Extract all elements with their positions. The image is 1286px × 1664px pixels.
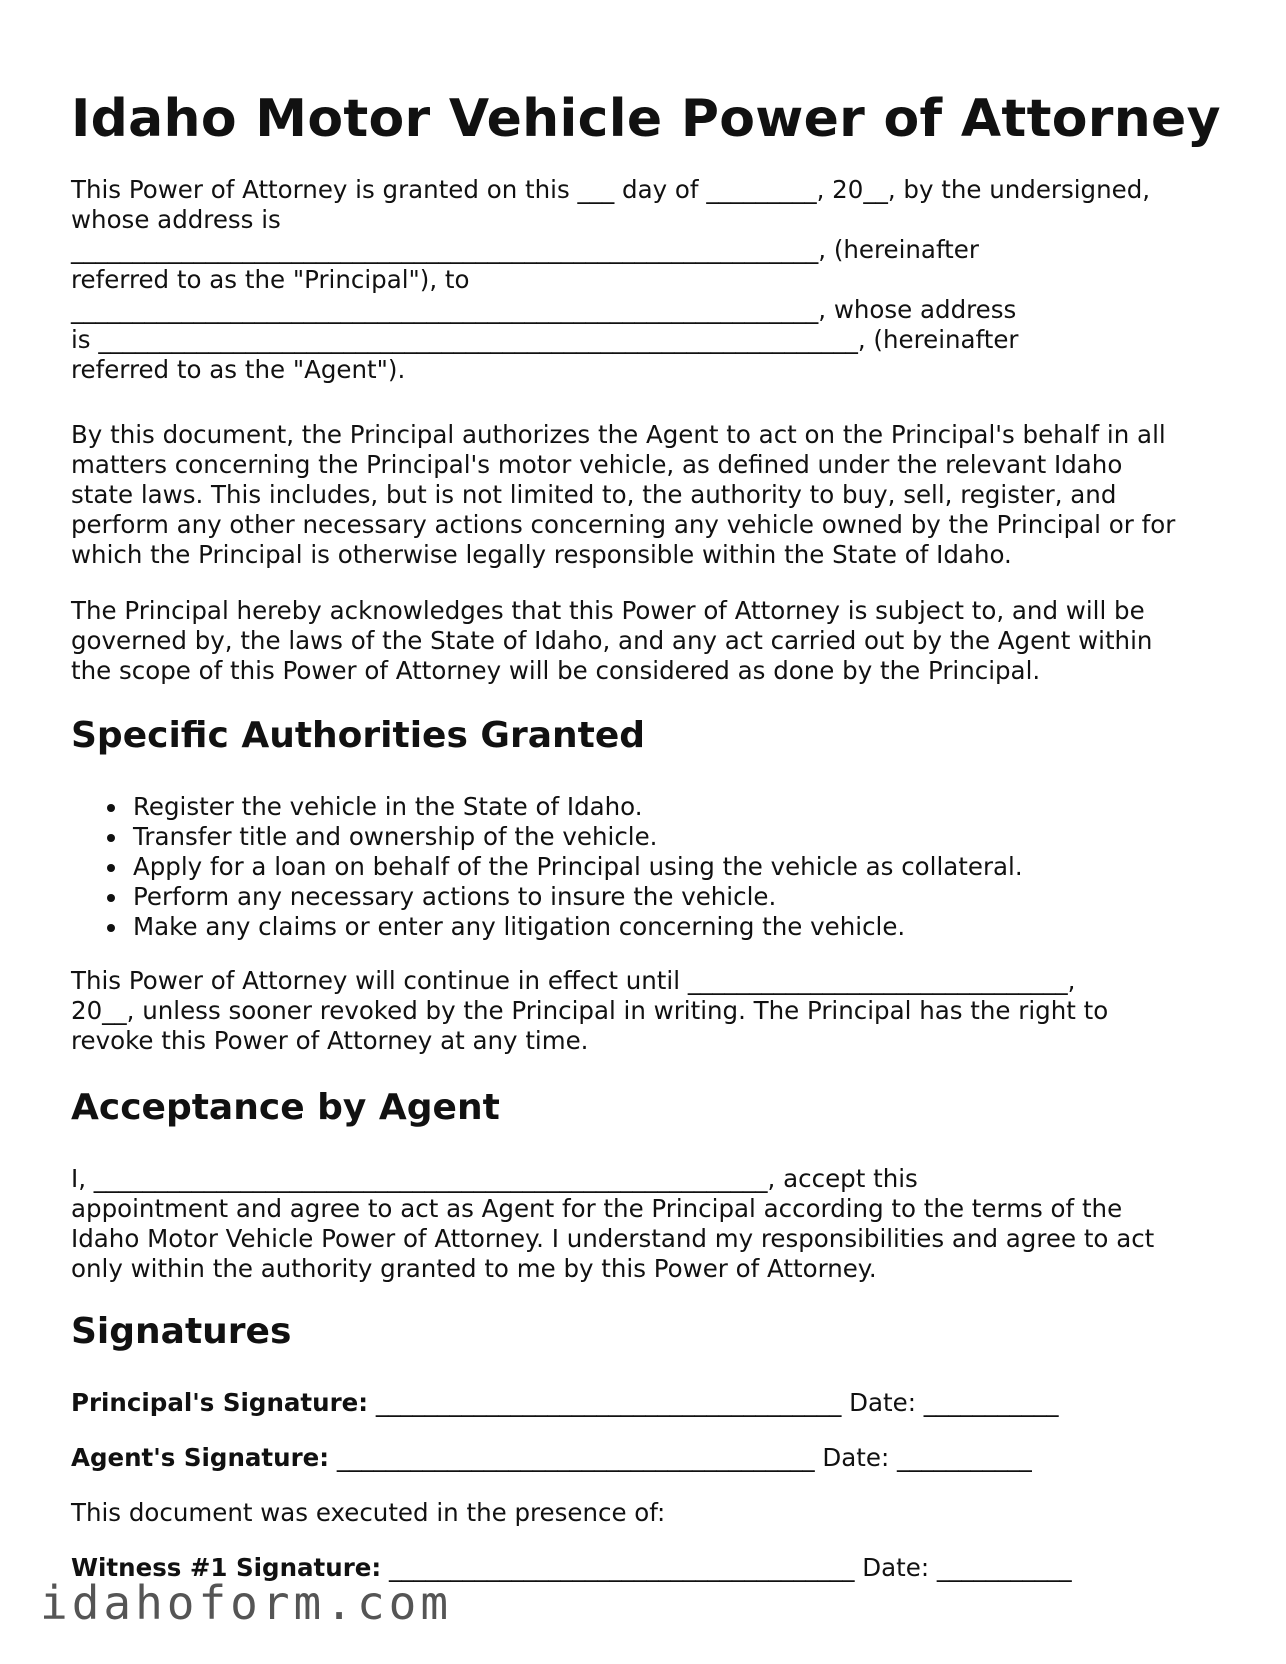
acknowledgement-line: the scope of this Power of Attorney will be considered as done by the Principal.: [71, 656, 1041, 685]
authorization-line: matters concerning the Principal's motor vehicle, as defined under the relevant Idaho: [71, 450, 1123, 479]
list-item: Register the vehicle in the State of Idaho.: [71, 792, 1023, 822]
intro-line: _____________________________________________________________, (hereinafter: [71, 235, 979, 264]
agent-date-field[interactable]: Date: ___________: [814, 1443, 1032, 1472]
intro-line: _____________________________________________________________, whose address: [71, 295, 1017, 324]
duration-line: revoke this Power of Attorney at any time.: [71, 1026, 589, 1055]
authorization-paragraph: [71, 420, 1175, 570]
witness1-signature-line[interactable]: ______________________________________: [381, 1553, 855, 1582]
document-title: Idaho Motor Vehicle Power of Attorney: [71, 89, 1221, 149]
authorization-line: state laws. This includes, but is not limited to, the authority to buy, sell, register, and: [71, 480, 1117, 509]
acceptance-heading: Acceptance by Agent: [71, 1087, 500, 1128]
intro-line: is ______________________________________________________________, (hereinafter: [71, 325, 1019, 354]
acceptance-line: Idaho Motor Vehicle Power of Attorney. I understand my responsibilities and agree to act: [71, 1224, 1155, 1253]
acknowledgement-line: governed by, the laws of the State of Idaho, and any act carried out by the Agent within: [71, 626, 1153, 655]
intro-line: referred to as the "Principal"), to: [71, 265, 470, 294]
principal-date-field[interactable]: Date: ___________: [841, 1388, 1059, 1417]
specific-authorities-heading: Specific Authorities Granted: [71, 715, 646, 756]
list-item: Make any claims or enter any litigation concerning the vehicle.: [71, 912, 1023, 942]
authorization-line: which the Principal is otherwise legally responsible within the State of Idaho.: [71, 540, 1012, 569]
bullet-icon: [107, 864, 115, 872]
agent-signature-row: [71, 1443, 1032, 1473]
intro-line: whose address is: [71, 205, 281, 234]
principal-signature-row: [71, 1388, 1059, 1418]
duration-line: This Power of Attorney will continue in effect until _______________________________,: [71, 966, 1076, 995]
agent-signature-label: Agent's Signature:: [71, 1443, 330, 1472]
acceptance-line: only within the authority granted to me by this Power of Attorney.: [71, 1254, 877, 1283]
intro-line: referred to as the "Agent").: [71, 355, 406, 384]
intro-paragraph: [71, 175, 1150, 385]
duration-line: 20__, unless sooner revoked by the Principal in writing. The Principal has the right to: [71, 996, 1109, 1025]
agent-signature-line[interactable]: _______________________________________: [329, 1443, 815, 1472]
acceptance-line: I, _______________________________________________________, accept this: [71, 1164, 918, 1193]
acceptance-paragraph: [71, 1164, 1154, 1284]
bullet-icon: [107, 804, 115, 812]
duration-paragraph: [71, 966, 1108, 1056]
bullet-icon: [107, 834, 115, 842]
bullet-icon: [107, 924, 115, 932]
list-item: Perform any necessary actions to insure the vehicle.: [71, 882, 1023, 912]
acknowledgement-line: The Principal hereby acknowledges that this Power of Attorney is subject to, and will be: [71, 596, 1145, 625]
authorities-list: [71, 792, 1023, 942]
acknowledgement-paragraph: [71, 596, 1152, 686]
principal-signature-line[interactable]: ______________________________________: [368, 1388, 842, 1417]
presence-statement: This document was executed in the presence of:: [71, 1498, 666, 1527]
witness1-signature-label: Witness #1 Signature:: [71, 1553, 382, 1582]
list-item: Apply for a loan on behalf of the Principal using the vehicle as collateral.: [71, 852, 1023, 882]
acceptance-line: appointment and agree to act as Agent for the Principal according to the terms of the: [71, 1194, 1123, 1223]
authorization-line: By this document, the Principal authorizes the Agent to act on the Principal's behalf in all: [71, 420, 1166, 449]
witness1-date-field[interactable]: Date: ___________: [854, 1553, 1072, 1582]
bullet-icon: [107, 894, 115, 902]
site-watermark: idahoform.com: [40, 1576, 453, 1630]
list-item: Transfer title and ownership of the vehicle.: [71, 822, 1023, 852]
principal-signature-label: Principal's Signature:: [71, 1388, 369, 1417]
authorization-line: perform any other necessary actions concerning any vehicle owned by the Principal or for: [71, 510, 1176, 539]
intro-line: This Power of Attorney is granted on this ___ day of _________, 20__, by the undersigned,: [71, 175, 1151, 204]
signatures-heading: Signatures: [71, 1311, 292, 1352]
